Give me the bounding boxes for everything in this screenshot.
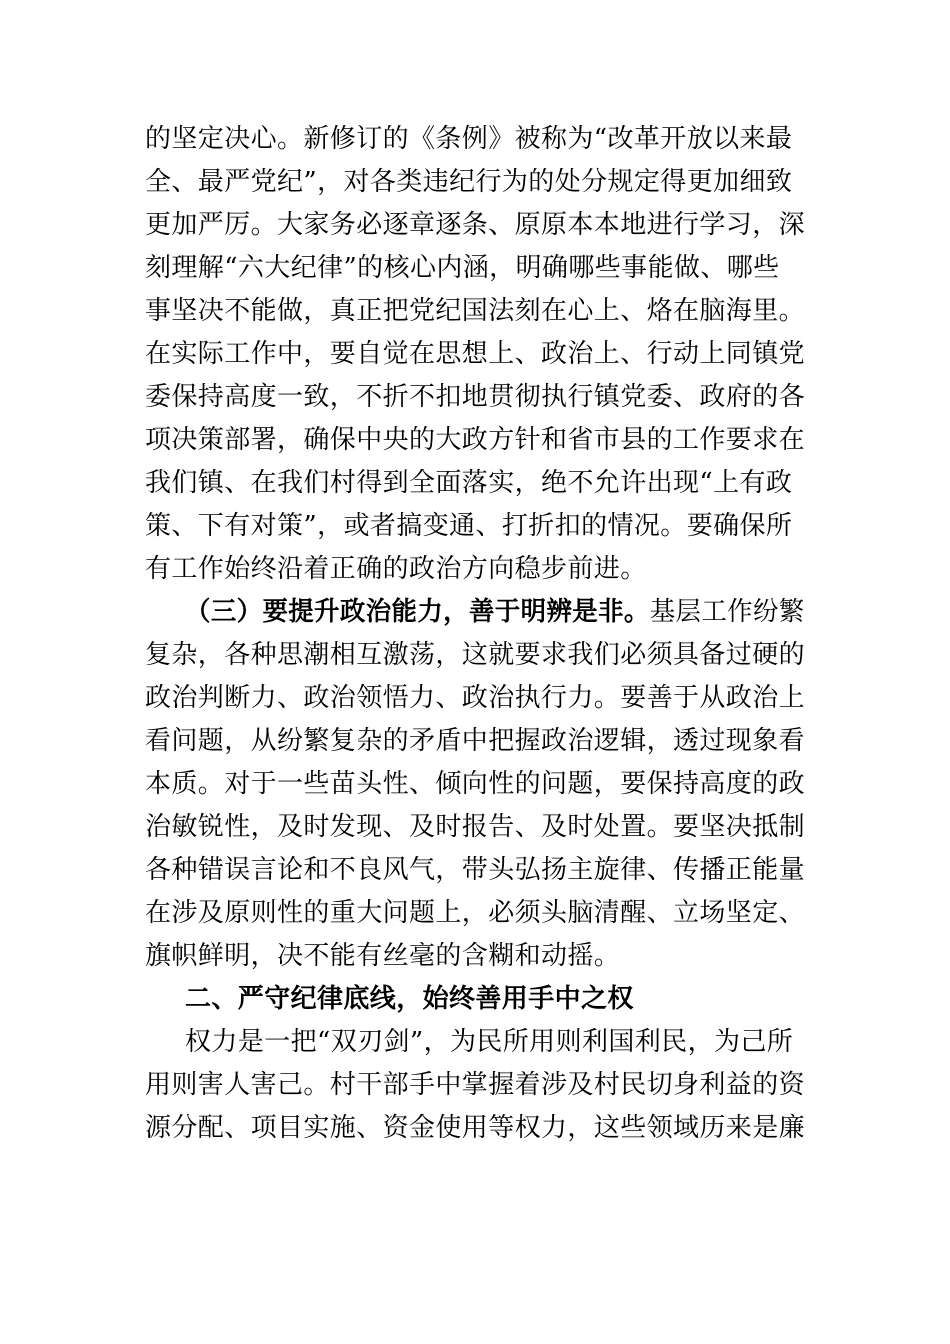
- line-text: 在实际工作中，要自觉在思想上、政治上、行动上同镇党: [145, 339, 806, 369]
- text-line-12: [185, 597, 805, 627]
- text-line-10: [145, 511, 792, 541]
- text-line-8: [145, 425, 805, 455]
- text-line-18: [145, 855, 805, 885]
- text-line-15: [145, 726, 805, 756]
- text-line-2: [145, 167, 792, 197]
- line-text: 政治判断力、政治领悟力、政治执行力。要善于从政治上: [145, 683, 806, 713]
- text-line-7: [145, 382, 805, 412]
- text-line-22: [185, 1027, 793, 1057]
- heading-text: 二、严守纪律底线，始终善用手中之权: [185, 984, 634, 1014]
- line-text: 全、最严党纪”，对各类违纪行为的处分规定得更加细致: [145, 167, 793, 197]
- line-text: 事坚决不能做，真正把党纪国法刻在心上、烙在脑海里。: [145, 296, 806, 326]
- line-text: 我们镇、在我们村得到全面落实，绝不允许出现“上有政: [145, 468, 793, 498]
- line-text: 权力是一把“双刃剑”，为民所用则利国利民，为己所: [185, 1027, 794, 1057]
- text-line-14: [145, 683, 805, 713]
- line-text: 基层工作纷繁: [649, 597, 805, 627]
- text-line-13: [145, 640, 805, 670]
- line-text: 委保持高度一致，不折不扣地贯彻执行镇党委、政府的各: [145, 382, 806, 412]
- line-text: 在涉及原则性的重大问题上，必须头脑清醒、立场坚定、: [145, 898, 806, 928]
- line-text: 项决策部署，确保中央的大政方针和省市县的工作要求在: [145, 425, 806, 455]
- subheading-text: （三）要提升政治能力，善于明辨是非。: [185, 597, 650, 627]
- text-line-16: [145, 769, 805, 799]
- line-text: 用则害人害己。村干部手中掌握着涉及村民切身利益的资: [145, 1070, 806, 1100]
- text-line-11: [145, 554, 647, 584]
- section-heading: [185, 984, 634, 1014]
- line-text: 旗帜鲜明，决不能有丝毫的含糊和动摇。: [145, 941, 621, 971]
- text-line-23: [145, 1070, 805, 1100]
- line-text: 刻理解“六大纪律”的核心内涵，明确哪些事能做、哪些: [145, 253, 780, 283]
- text-line-19: [145, 898, 805, 928]
- text-line-6: [145, 339, 805, 369]
- line-text: 本质。对于一些苗头性、倾向性的问题，要保持高度的政: [145, 769, 806, 799]
- line-text: 各种错误言论和不良风气，带头弘扬主旋律、传播正能量: [145, 855, 806, 885]
- text-line-9: [145, 468, 792, 498]
- text-line-1: [145, 124, 792, 154]
- line-text: 策、下有对策”，或者搞变通、打折扣的情况。要确保所: [145, 511, 793, 541]
- line-text: 的坚定决心。新修订的《条例》被称为“改革开放以来最: [145, 124, 793, 154]
- text-line-3: [145, 210, 805, 240]
- line-text: 治敏锐性，及时发现、及时报告、及时处置。要坚决抵制: [145, 812, 806, 842]
- line-text: 源分配、项目实施、资金使用等权力，这些领域历来是廉: [145, 1113, 806, 1143]
- text-line-17: [145, 812, 805, 842]
- line-text: 看问题，从纷繁复杂的矛盾中把握政治逻辑，透过现象看: [145, 726, 806, 756]
- text-line-24: [145, 1113, 805, 1143]
- text-line-4: [145, 253, 780, 283]
- text-line-5: [145, 296, 805, 326]
- line-text: 有工作始终沿着正确的政治方向稳步前进。: [145, 554, 647, 584]
- line-text: 更加严厉。大家务必逐章逐条、原原本本地进行学习，深: [145, 210, 806, 240]
- text-line-20: [145, 941, 620, 971]
- line-text: 复杂，各种思潮相互激荡，这就要求我们必须具备过硬的: [145, 640, 806, 670]
